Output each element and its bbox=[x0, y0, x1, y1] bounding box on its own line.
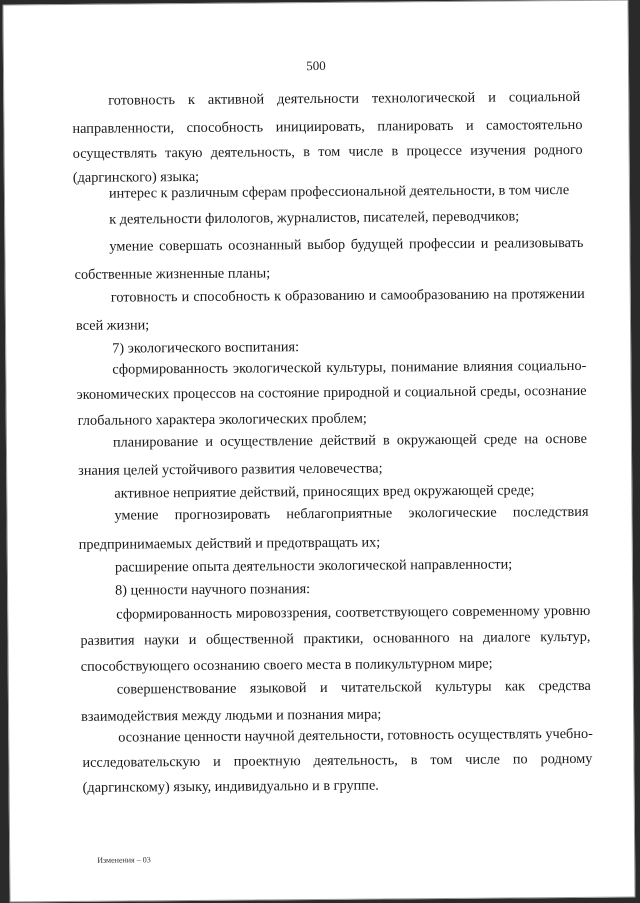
text-line: осуществлять такую деятельность, в том числе в процессе изучения родного bbox=[72, 141, 583, 162]
text-line: сформированность экологической культуры, понимание влияния социально- bbox=[112, 357, 587, 378]
text-line: совершенствование языковой и читательской культуры как средства bbox=[116, 677, 591, 698]
text-line: собственные жизненные планы; bbox=[74, 265, 271, 283]
text-line: (даргинскому) языку, индивидуально и в группе. bbox=[82, 777, 379, 796]
text-line: всей жизни; bbox=[75, 317, 150, 334]
text-line: взаимодействия между людьми и познания мира; bbox=[81, 706, 382, 725]
text-line: к деятельности филологов, журналистов, писателей, переводчиков; bbox=[109, 208, 520, 228]
text-line: готовность к активной деятельности технологической и социальной bbox=[108, 88, 581, 109]
document-page bbox=[2, 0, 635, 902]
page-number: 500 bbox=[306, 57, 326, 74]
section-heading: 7) экологического воспитания: bbox=[112, 339, 300, 357]
text-line: умение прогнозировать неблагоприятные экологические последствия bbox=[114, 503, 589, 524]
text-line: умение совершать осознанный выбор будущей профессии и реализовывать bbox=[109, 234, 584, 255]
section-heading: 8) ценности научного познания: bbox=[115, 581, 311, 599]
text-line: способствующего осознанию своего места в поликультурном мире; bbox=[80, 655, 493, 675]
text-line: исследовательскую и проектную деятельность, в том числе по родному bbox=[82, 750, 593, 771]
text-line: (даргинского) языка; bbox=[72, 168, 200, 186]
text-line: предпринимаемых действий и предотвращать их; bbox=[78, 534, 381, 553]
text-line: направленности, способность инициировать, планировать и самостоятельно bbox=[72, 116, 583, 137]
text-line: активное неприятие действий, приносящих вред окружающей среде; bbox=[114, 482, 535, 502]
text-line: расширение опыта деятельности экологической направленности; bbox=[114, 556, 513, 576]
text-line: сформированность мировоззрения, соответствующего современному уровню bbox=[116, 602, 591, 623]
text-line: интерес к различным сферам профессиональной деятельности, в том числе bbox=[108, 182, 570, 202]
text-line: экономических процессов на состояние природной и социальной среды, осознание bbox=[76, 382, 587, 403]
text-line: знания целей устойчивого развития человечества; bbox=[78, 460, 383, 479]
footer-revision-note: Изменения – 03 bbox=[97, 855, 151, 865]
text-line: готовность и способность к образованию и самообразованию на протяжении bbox=[110, 285, 585, 306]
text-line: развития науки и общественной практики, основанного на диалоге культур, bbox=[80, 628, 591, 649]
text-line: глобального характера экологических проблем; bbox=[77, 410, 367, 429]
text-line: планирование и осуществление действий в окружающей среде на основе bbox=[112, 430, 587, 451]
text-line: осознание ценности научной деятельности, готовность осуществлять учебно- bbox=[118, 725, 593, 746]
